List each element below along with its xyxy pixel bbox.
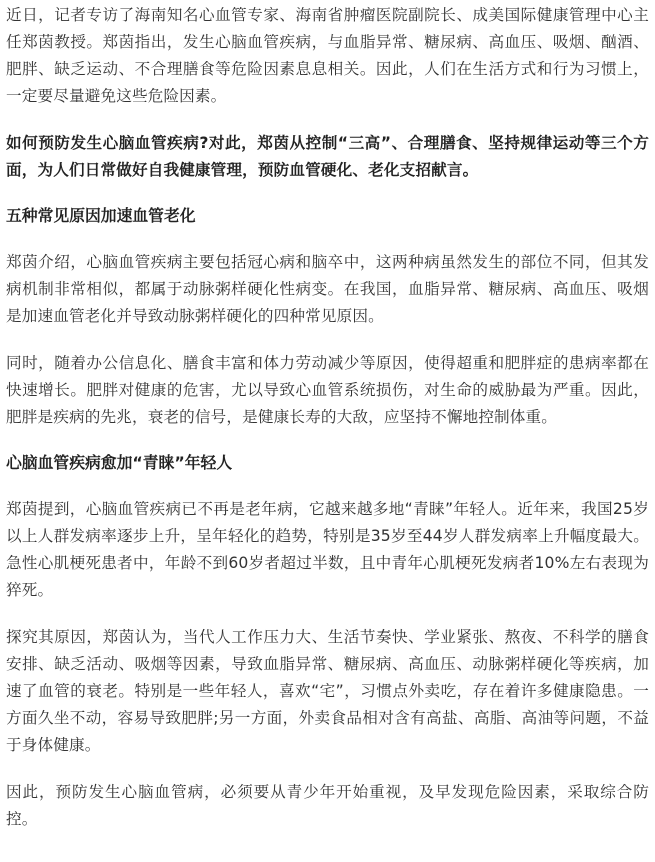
- causes-paragraph: 郑茵介绍，心脑血管疾病主要包括冠心病和脑卒中，这两种病虽然发生的部位不同，但其发病机制非常相似，都属于动脉粥样硬化性病变。在我国，血脂异常、糖尿病、高血压、吸烟是加速血管老化并导致动脉粥样硬化的四种常见原因。: [6, 253, 649, 325]
- obesity-paragraph: 同时，随着办公信息化、膳食丰富和体力劳动减少等原因，使得超重和肥胖症的患病率都在快速增长。肥胖对健康的危害，尤以导致心血管系统损伤，对生命的威胁最为严重。因此，肥胖是疾病的先兆，衰老的信号，是健康长寿的大敌，应坚持不懈地控制体重。: [6, 354, 649, 426]
- conclusion-paragraph: 因此，预防发生心脑血管病，必须要从青少年开始重视，及早发现危险因素，采取综合防控。: [6, 783, 649, 828]
- young-people-paragraph: 郑茵提到，心脑血管疾病已不再是老年病，它越来越多地“青睐”年轻人。近年来，我国25岁以上人群发病率逐步上升，呈年轻化的趋势，特别是35岁至44岁人群发病率上升幅度最大。急性心肌梗死患者中，年龄不到60岁者超过半数，且中青年心肌梗死发病者10%左右表现为猝死。: [6, 500, 649, 599]
- reasons-paragraph: 探究其原因，郑茵认为，当代人工作压力大、生活节奏快、学业紧张、熬夜、不科学的膳食安排、缺乏活动、吸烟等因素，导致血脂异常、糖尿病、高血压、动脉粥样硬化等疾病，加速了血管的衰老。特别是一些年轻人，喜欢“宅”，习惯点外卖吃，存在着许多健康隐患。一方面久坐不动，容易导致肥胖;另一方面，外卖食品相对含有高盐、高脂、高油等问题，不益于身体健康。: [6, 628, 649, 754]
- intro-paragraph: 近日，记者专访了海南知名心血管专家、海南省肿瘤医院副院长、成美国际健康管理中心主任郑茵教授。郑茵指出，发生心脑血管疾病，与血脂异常、糖尿病、高血压、吸烟、酗酒、肥胖、缺乏运动、不合理膳食等危险因素息息相关。因此，人们在生活方式和行为习惯上，一定要尽量避免这些危险因素。: [6, 6, 649, 105]
- section-heading-causes: 五种常见原因加速血管老化: [6, 206, 196, 225]
- section-heading-young-people: 心脑血管疾病愈加“青睐”年轻人: [6, 453, 233, 472]
- bold-summary-paragraph: 如何预防发生心脑血管疾病?对此，郑茵从控制“三高”、合理膳食、坚持规律运动等三个方面，为人们日常做好自我健康管理，预防血管硬化、老化支招献言。: [6, 134, 649, 179]
